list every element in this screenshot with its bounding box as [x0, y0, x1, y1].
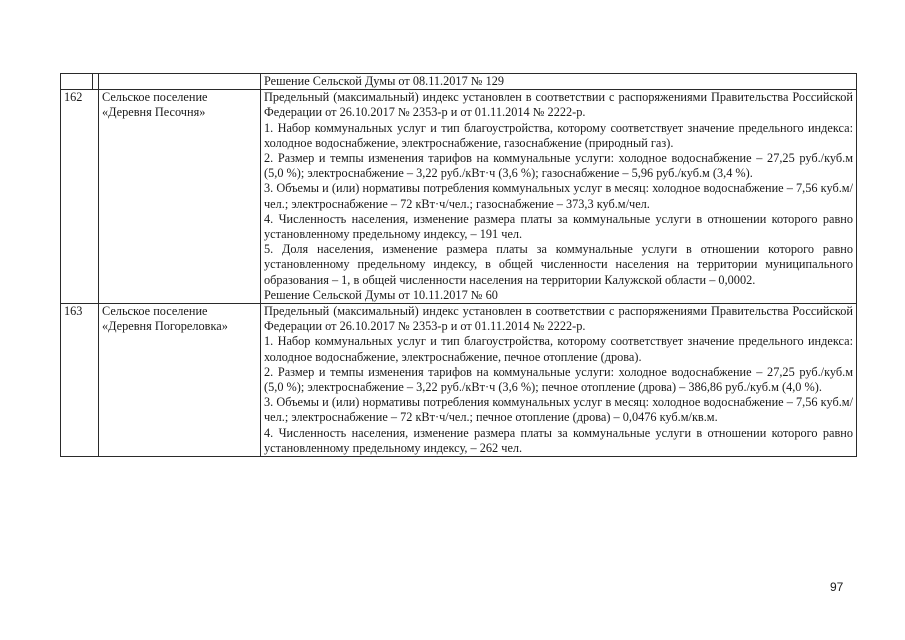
description-cell — [261, 304, 857, 457]
settlement-cell — [99, 90, 261, 304]
paragraph: 3. Объемы и (или) нормативы потребления коммунальных услуг в месяц: холодное водоснабжение – 7,56 куб.м/чел.; электроснабжение – 72 кВт·ч/чел.; печное отопление (дрова) – 0,0476 куб.м/кв.м. — [264, 395, 853, 425]
paragraph: 4. Численность населения, изменение размера платы за коммунальные услуги в отношении которого равно установленному предельному индексу, – 191 чел. — [264, 211, 853, 242]
decision-text: Решение Сельской Думы от 08.11.2017 № 129 — [261, 74, 857, 90]
settlement-name: «Деревня Погореловка» — [102, 319, 228, 334]
settlement-cell — [99, 74, 261, 90]
decision-text: Решение Сельской Думы от 10.11.2017 № 60 — [264, 287, 498, 302]
table-row-162 — [61, 90, 857, 304]
paragraph: 1. Набор коммунальных услуг и тип благоустройства, которому соответствует значение предельного индекса: холодное водоснабжение, электроснабжение, газоснабжение (природный газ). — [264, 120, 853, 150]
paragraph: Предельный (максимальный) индекс установлен в соответствии с распоряжениями Правительства Российской Федерации от 26.10.2017 № 2353-р и от 01.11.2014 № 2222-р. — [264, 90, 853, 120]
paragraph: 5. Доля населения, изменение размера платы за коммунальные услуги в отношении которого равно установленному предельному индексу, в общей численности населения на территории муниципального образования – 1, в общей численности населения на территории Калужской области – 0,0002. — [264, 242, 853, 287]
page-number: 97 — [830, 580, 844, 594]
paragraph: 2. Размер и темпы изменения тарифов на коммунальные услуги: холодное водоснабжение – 27,25 руб./куб.м (5,0 %); электроснабжение – 3,22 руб./кВт·ч (3,6 %); печное отопление (дрова) – 386,86 руб./куб.м (4,0 %). — [264, 364, 853, 395]
paragraph: 4. Численность населения, изменение размера платы за коммунальные услуги в отношении которого равно установленному предельному индексу, – 262 чел. — [264, 425, 853, 455]
indices-table — [60, 73, 857, 457]
table-row-continuation — [61, 74, 857, 90]
row-number: 163 — [61, 304, 99, 457]
paragraph: 3. Объемы и (или) нормативы потребления коммунальных услуг в месяц: холодное водоснабжение – 7,56 куб.м/чел.; электроснабжение – 72 кВт·ч/чел.; газоснабжение – 373,3 куб.м/чел. — [264, 181, 853, 211]
number-cell — [61, 74, 93, 90]
settlement-cell — [99, 304, 261, 457]
table-row-163 — [61, 304, 857, 457]
paragraph: Предельный (максимальный) индекс установлен в соответствии с распоряжениями Правительства Российской Федерации от 26.10.2017 № 2353-р и от 01.11.2014 № 2222-р. — [264, 304, 853, 334]
settlement-type: Сельское поселение — [102, 304, 208, 319]
paragraph: 2. Размер и темпы изменения тарифов на коммунальные услуги: холодное водоснабжение – 27,25 руб./куб.м (5,0 %); электроснабжение – 3,22 руб./кВт·ч (3,6 %); газоснабжение – 5,96 руб./куб.м (3,4 %). — [264, 151, 853, 181]
settlement-type: Сельское поселение — [102, 90, 208, 105]
paragraph: 1. Набор коммунальных услуг и тип благоустройства, которому соответствует значение предельного индекса: холодное водоснабжение, электроснабжение, печное отопление (дрова). — [264, 334, 853, 364]
settlement-name: «Деревня Песочня» — [102, 105, 206, 120]
description-cell — [261, 90, 857, 304]
row-number: 162 — [61, 90, 99, 304]
